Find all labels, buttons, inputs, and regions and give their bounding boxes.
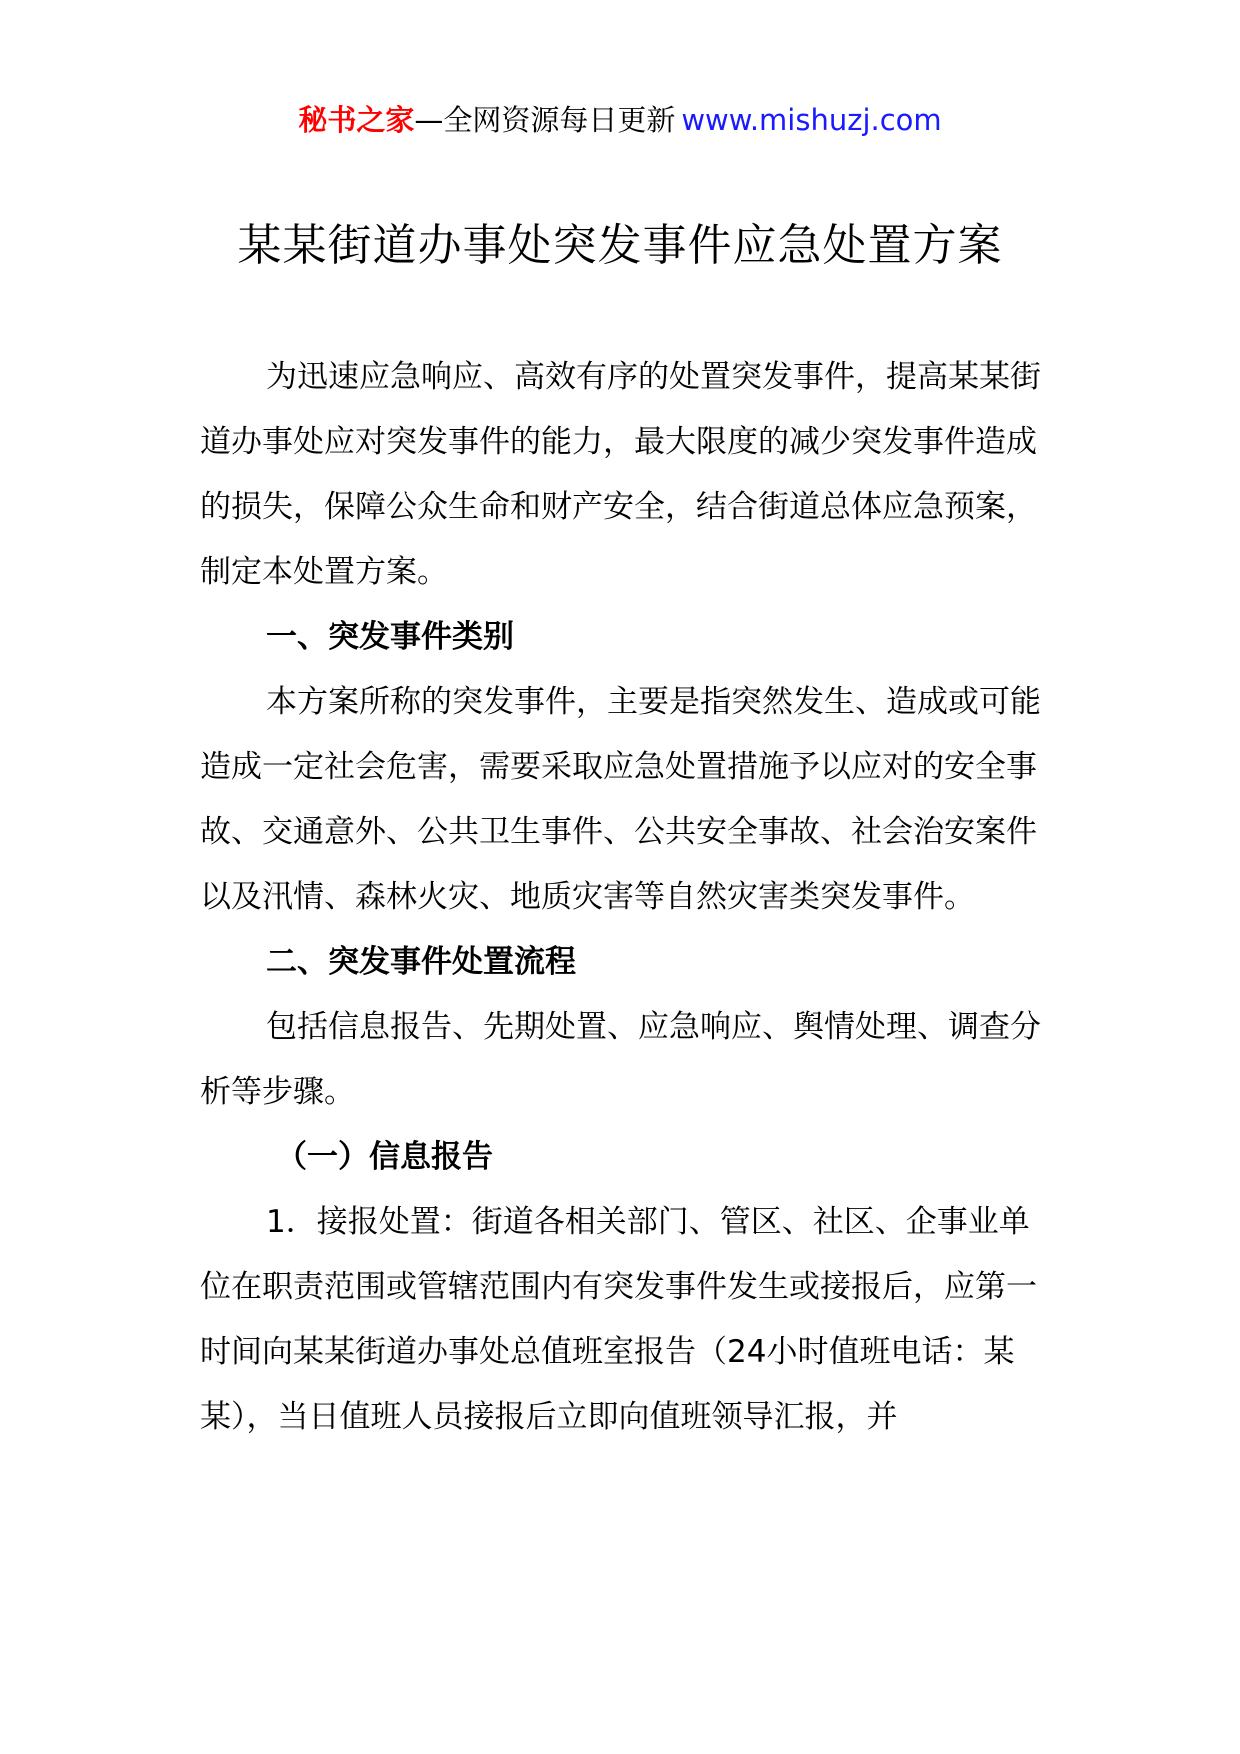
categories-paragraph: 本方案所称的突发事件，主要是指突然发生、造成或可能造成一定社会危害，需要采取应急处置措施予以应对的安全事故、交通意外、公共卫生事件、公共安全事故、社会治安案件以及汛情、森林火灾、地质灾害等自然灾害类突发事件。: [200, 684, 1041, 915]
subsection-heading-info-report: （一）信息报告: [276, 1139, 493, 1175]
intro-paragraph: 为迅速应急响应、高效有序的处置突发事件，提高某某街道办事处应对突发事件的能力，最大限度的减少突发事件造成的损失，保障公众生命和财产安全，结合街道总体应急预案，制定本处置方案。: [200, 359, 1041, 590]
section-heading-process: 二、突发事件处置流程: [266, 944, 576, 980]
info-report-item-1: 1．接报处置：街道各相关部门、管区、社区、企事业单位在职责范围或管辖范围内有突发事件发生或接报后，应第一时间向某某街道办事处总值班室报告（24小时值班电话：某某），当日值班人员接报后立即向值班领导汇报，并: [200, 1204, 1037, 1435]
site-url-link[interactable]: www.mishuzj.com: [681, 103, 942, 137]
document-body: [200, 345, 1060, 1450]
site-header: [0, 100, 1240, 140]
site-tagline: —全网资源每日更新: [414, 103, 676, 137]
document-title: 某某街道办事处突发事件应急处置方案: [237, 220, 1003, 271]
section-heading-categories: 一、突发事件类别: [266, 619, 514, 655]
process-paragraph: 包括信息报告、先期处置、应急响应、舆情处理、调查分析等步骤。: [200, 1009, 1041, 1110]
site-brand: 秘书之家: [298, 103, 415, 137]
